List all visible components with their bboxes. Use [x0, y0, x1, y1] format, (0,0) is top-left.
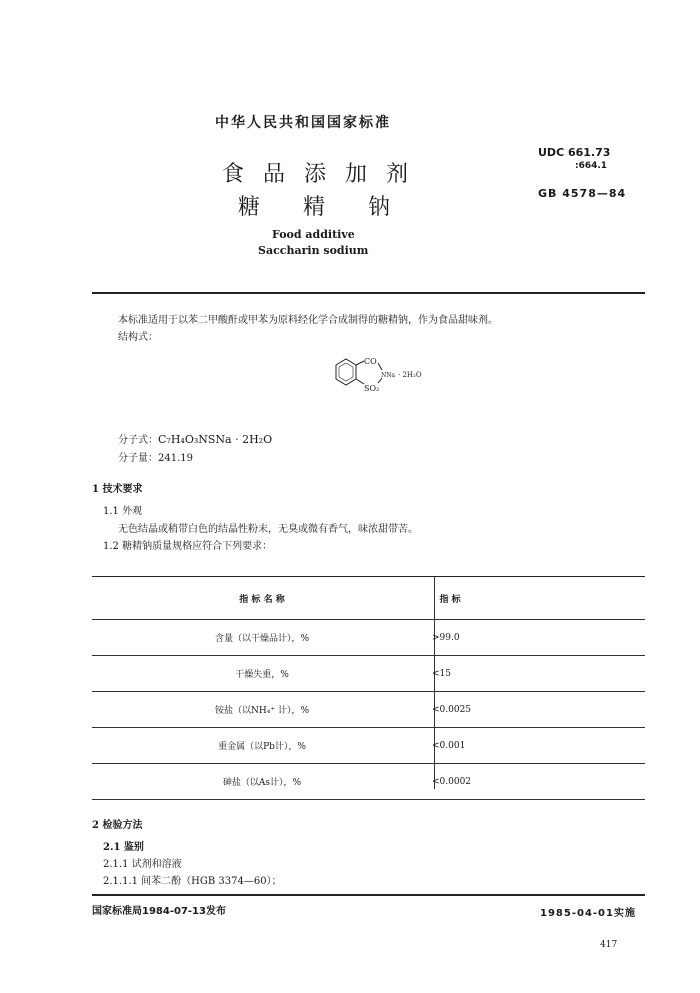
row-name: 干燥失重，% [235, 670, 289, 680]
structure-nna-label: NNa [381, 372, 396, 379]
table-row [92, 656, 645, 692]
title-line1: 食 品 添 加 剂 [222, 162, 414, 187]
row-name: 铵盐（以NH₄⁺ 计），% [215, 706, 309, 716]
molecular-mass-row [118, 449, 193, 464]
title-english-line2: Saccharin sodium [258, 244, 369, 257]
row-value: 15 [439, 668, 451, 679]
section-1-1-heading: 1.1 外观 [103, 506, 143, 517]
section-1-2-heading: 1.2 糖精钠质量规格应符合下列要求： [103, 541, 273, 552]
udc-code-line1: UDC 661.73 [538, 146, 611, 159]
section-2-1-heading: 2.1 鉴别 [103, 842, 144, 853]
row-symbol: < [432, 776, 440, 787]
row-value: 0.0002 [439, 776, 472, 787]
footer-divider [92, 894, 645, 896]
row-symbol: < [432, 704, 440, 715]
section-2-heading: 2 检验方法 [92, 820, 143, 831]
table-header-row [92, 577, 645, 620]
structure-label: 结构式： [118, 332, 158, 343]
section-2-1-1-heading: 2.1.1 试剂和溶液 [103, 859, 182, 870]
issued-date: 国家标准局1984-07-13发布 [92, 906, 226, 917]
table-row [92, 728, 645, 764]
table-row [92, 764, 645, 800]
scope-text: 本标准适用于以苯二甲酸酐或甲苯为原料经化学合成制得的糖精钠，作为食品甜味剂。 [118, 315, 498, 326]
row-symbol: < [432, 668, 440, 679]
title-line2: 糖 精 钠 [238, 195, 408, 220]
column-header-value: 指 标 [439, 594, 461, 605]
gb-code: GB 4578—84 [538, 187, 627, 200]
row-symbol: < [432, 740, 440, 751]
section-1-1-text: 无色结晶或稍带白色的结晶性粉末，无臭或微有香气，味浓甜带苦。 [118, 524, 418, 535]
effective-date: 1985-04-01实施 [540, 908, 636, 919]
structure-hydrate-label: · 2H₂O [398, 371, 422, 379]
structural-formula [326, 352, 456, 402]
structure-so2-label: SO₂ [364, 384, 380, 393]
title-english-line1: Food additive [272, 228, 355, 241]
row-symbol: > [432, 632, 440, 643]
row-value: 99.0 [439, 632, 460, 643]
section-1-heading: 1 技术要求 [92, 484, 143, 495]
molecular-formula-row [118, 431, 272, 446]
row-value: 0.001 [439, 740, 466, 751]
spec-table [92, 576, 645, 800]
molecular-mass: 241.19 [158, 453, 193, 464]
molecular-formula: C₇H₄O₃NSNa · 2H₂O [158, 433, 273, 446]
mass-label: 分子量： [118, 453, 158, 464]
row-name: 含量（以干燥品计），% [214, 634, 310, 644]
table-row [92, 692, 645, 728]
column-header-name: 指 标 名 称 [239, 594, 285, 605]
header-divider [92, 292, 645, 294]
row-value: 0.0025 [439, 704, 472, 715]
country-standard-heading: 中华人民共和国国家标准 [215, 115, 391, 131]
formula-label: 分子式： [118, 435, 158, 446]
table-row [92, 620, 645, 656]
structure-co-label: CO [364, 357, 377, 366]
row-name: 砷盐（以As计），% [222, 778, 302, 788]
page-number: 417 [600, 940, 618, 950]
section-2-1-1-1-text: 2.1.1.1 间苯二酚（HGB 3374—60）； [103, 876, 282, 887]
udc-code-line2: :664.1 [575, 161, 608, 171]
row-name: 重金属（以Pb计），% [218, 742, 306, 752]
